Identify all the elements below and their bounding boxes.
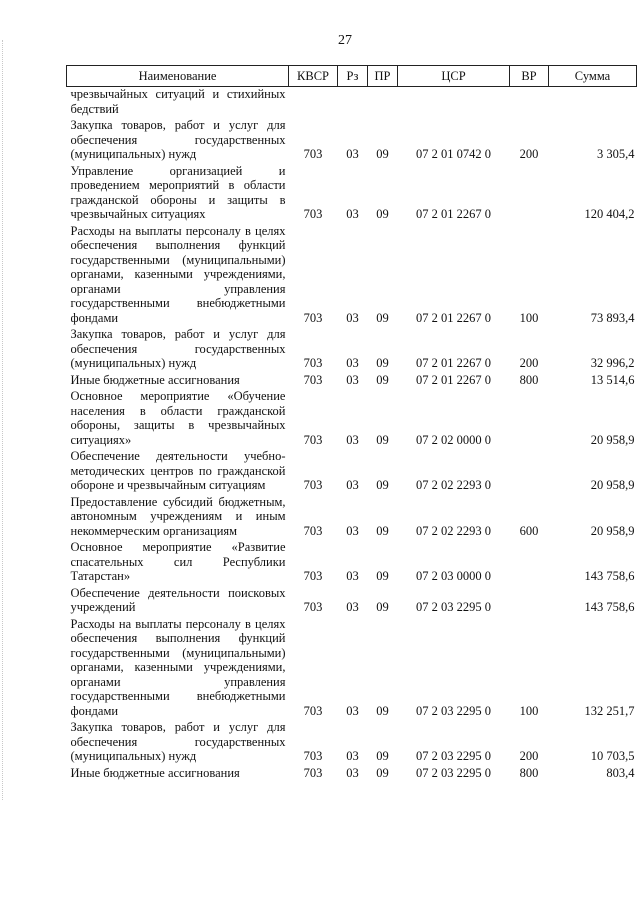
row-name: Управление организацией и проведением мероприятий в области гражданской обороны и защиты в чрезвычайных ситуациях — [70, 163, 286, 221]
row-pr: 09 — [376, 310, 389, 325]
table-row — [67, 449, 637, 495]
row-rz: 03 — [346, 765, 359, 780]
row-pr: 09 — [376, 356, 389, 370]
row-vr — [510, 449, 549, 495]
row-csr: 07 2 01 2267 0 — [416, 372, 491, 387]
row-pr: 09 — [376, 478, 389, 492]
row-rz — [338, 87, 368, 119]
row-vr: 200 — [519, 749, 539, 763]
table-row — [67, 495, 637, 541]
row-pr: 09 — [376, 372, 389, 387]
row-vr: 800 — [519, 372, 539, 387]
row-kvsr — [289, 87, 338, 119]
row-kvsr: 703 — [303, 356, 323, 370]
row-csr: 07 2 03 2295 0 — [416, 600, 491, 614]
row-name: Обеспечение деятельности поисковых учреждений — [70, 585, 286, 614]
row-pr — [368, 87, 398, 119]
row-csr: 07 2 03 0000 0 — [416, 569, 491, 583]
row-rz: 03 — [346, 372, 359, 387]
row-vr: 200 — [519, 356, 539, 370]
table-header-row — [67, 66, 637, 87]
row-kvsr: 703 — [303, 432, 323, 447]
row-csr: 07 2 02 2293 0 — [416, 478, 491, 492]
row-csr — [398, 87, 510, 119]
row-rz: 03 — [346, 147, 359, 161]
row-name: Обеспечение деятельности учебно-методических центров по гражданской обороне и чрезвычайным ситуациям — [70, 449, 286, 492]
row-sum: 10 703,5 — [590, 749, 635, 763]
row-name: Закупка товаров, работ и услуг для обеспечения государственных (муниципальных) нужд — [70, 327, 286, 370]
row-csr: 07 2 01 2267 0 — [416, 356, 491, 370]
table-row — [67, 373, 637, 390]
row-sum: 20 958,9 — [590, 432, 635, 447]
row-kvsr: 703 — [303, 207, 323, 221]
table-row — [67, 540, 637, 586]
row-name: Закупка товаров, работ и услуг для обеспечения государственных (муниципальных) нужд — [70, 118, 286, 161]
row-rz: 03 — [346, 207, 359, 221]
row-pr: 09 — [376, 569, 389, 583]
row-vr — [510, 586, 549, 617]
table-row — [67, 766, 637, 783]
row-pr: 09 — [376, 432, 389, 447]
row-rz: 03 — [346, 310, 359, 325]
header-sum: Сумма — [549, 66, 637, 87]
row-pr: 09 — [376, 749, 389, 763]
row-vr: 100 — [519, 310, 539, 325]
row-vr — [510, 164, 549, 224]
row-name: Расходы на выплаты персоналу в целях обеспечения выполнения функций государственными (муниципальными) органами, казенными учреждениями, органами управления государственными внебюджетными фондами — [70, 616, 286, 718]
row-csr: 07 2 01 2267 0 — [416, 310, 491, 325]
row-sum — [549, 87, 637, 119]
row-csr: 07 2 01 0742 0 — [416, 147, 491, 161]
row-name: Расходы на выплаты персоналу в целях обеспечения выполнения функций государственными (муниципальными) органами, казенными учреждениями, органами управления государственными внебюджетными фондами — [70, 223, 286, 325]
row-sum: 143 758,6 — [584, 569, 635, 583]
row-sum: 20 958,9 — [590, 523, 635, 538]
table-row — [67, 224, 637, 328]
row-csr: 07 2 03 2295 0 — [416, 703, 491, 718]
row-csr: 07 2 03 2295 0 — [416, 749, 491, 763]
row-pr: 09 — [376, 765, 389, 780]
row-name: Иные бюджетные ассигнования — [70, 372, 240, 387]
row-kvsr: 703 — [303, 372, 323, 387]
row-vr — [510, 389, 549, 449]
row-rz: 03 — [346, 569, 359, 583]
row-vr: 100 — [519, 703, 539, 718]
row-kvsr: 703 — [303, 703, 323, 718]
row-vr: 200 — [519, 147, 539, 161]
row-name: Предоставление субсидий бюджетным, автономным учреждениям и иным некоммерческим организациям — [70, 494, 286, 538]
header-rz: Рз — [338, 66, 368, 87]
row-sum: 20 958,9 — [590, 478, 635, 492]
row-sum: 120 404,2 — [584, 207, 635, 221]
row-name: Основное мероприятие «Обучение населения в области гражданской обороны, защиты в чрезвычайных ситуациях» — [70, 389, 286, 447]
row-csr: 07 2 01 2267 0 — [416, 207, 491, 221]
row-sum: 143 758,6 — [584, 600, 635, 614]
header-pr: ПР — [368, 66, 398, 87]
table-row — [67, 389, 637, 449]
header-csr: ЦСР — [398, 66, 510, 87]
header-kvsr: КВСР — [289, 66, 338, 87]
row-csr: 07 2 02 2293 0 — [416, 523, 491, 538]
row-rz: 03 — [346, 478, 359, 492]
row-pr: 09 — [376, 703, 389, 718]
row-pr: 09 — [376, 600, 389, 614]
row-sum: 73 893,4 — [590, 310, 635, 325]
row-rz: 03 — [346, 703, 359, 718]
row-kvsr: 703 — [303, 749, 323, 763]
page-number: 27 — [338, 33, 352, 48]
row-sum: 132 251,7 — [584, 703, 635, 718]
row-vr: 800 — [519, 765, 539, 780]
row-vr — [510, 540, 549, 586]
row-rz: 03 — [346, 600, 359, 614]
row-sum: 3 305,4 — [597, 147, 635, 161]
row-sum: 13 514,6 — [590, 372, 635, 387]
header-name: Наименование — [67, 66, 289, 87]
row-name: Основное мероприятие «Развитие спасательных сил Республики Татарстан» — [70, 540, 286, 583]
table-row — [67, 720, 637, 766]
row-vr — [510, 87, 549, 119]
table-row — [67, 617, 637, 721]
row-sum: 32 996,2 — [590, 356, 635, 370]
row-kvsr: 703 — [303, 523, 323, 538]
row-pr: 09 — [376, 207, 389, 221]
table-row — [67, 327, 637, 373]
row-name: чрезвычайных ситуаций и стихийных бедствий — [70, 87, 286, 116]
table-row — [67, 118, 637, 164]
row-kvsr: 703 — [303, 569, 323, 583]
row-pr: 09 — [376, 523, 389, 538]
row-name: Закупка товаров, работ и услуг для обеспечения государственных (муниципальных) нужд — [70, 720, 286, 763]
scan-margin-marks — [2, 40, 4, 800]
row-sum: 803,4 — [606, 765, 635, 780]
row-kvsr: 703 — [303, 600, 323, 614]
table-body — [67, 87, 637, 783]
row-rz: 03 — [346, 749, 359, 763]
row-kvsr: 703 — [303, 765, 323, 780]
row-csr: 07 2 03 2295 0 — [416, 765, 491, 780]
row-name: Иные бюджетные ассигнования — [70, 765, 240, 780]
row-kvsr: 703 — [303, 147, 323, 161]
budget-table — [66, 65, 637, 782]
row-rz: 03 — [346, 432, 359, 447]
row-rz: 03 — [346, 523, 359, 538]
row-kvsr: 703 — [303, 310, 323, 325]
table-row — [67, 164, 637, 224]
header-vr: ВР — [510, 66, 549, 87]
row-rz: 03 — [346, 356, 359, 370]
table-row — [67, 586, 637, 617]
table-row — [67, 87, 637, 119]
row-csr: 07 2 02 0000 0 — [416, 432, 491, 447]
row-vr: 600 — [519, 523, 539, 538]
row-kvsr: 703 — [303, 478, 323, 492]
row-pr: 09 — [376, 147, 389, 161]
